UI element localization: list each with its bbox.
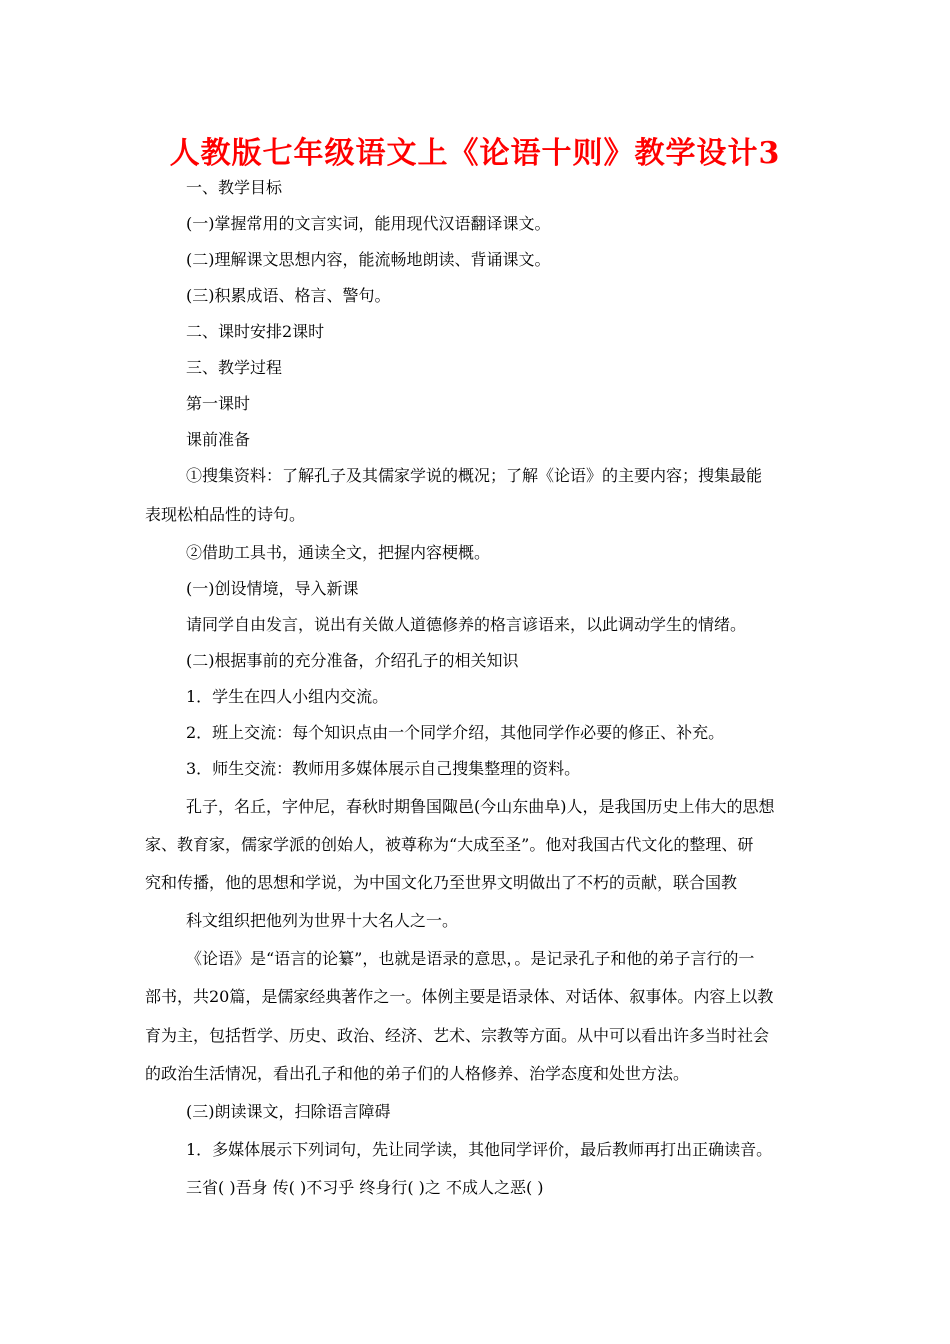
objective-1: (一)掌握常用的文言实词，能用现代汉语翻译课文。 [186,214,551,233]
paragraph-line: 孔子，名丘，字仲尼，春秋时期鲁国陬邑(今山东曲阜)人，是我国历史上伟大的思想 [186,797,775,816]
heading-objectives: 一、教学目标 [186,178,283,197]
objective-2: (二)理解课文思想内容，能流畅地朗读、背诵课文。 [186,250,551,269]
paragraph-line: 育为主，包括哲学、历史、政治、经济、艺术、宗教等方面。从中可以看出许多当时社会 [145,1026,770,1045]
exercise-line: 三省( )吾身 传( )不习乎 终身行( )之 不成人之恶( ) [186,1178,544,1197]
list-item: 2．班上交流：每个知识点由一个同学介绍，其他同学作必要的修正、补充。 [186,723,725,742]
paragraph-line: 部书，共20篇，是儒家经典著作之一。体例主要是语录体、对话体、叙事体。内容上以教 [145,987,774,1006]
list-item: 1．多媒体展示下列词句，先让同学读，其他同学评价，最后教师再打出正确读音。 [186,1140,773,1159]
paragraph-line: 家、教育家，儒家学派的创始人，被尊称为“大成至圣”。他对我国古代文化的整理、研 [145,835,754,854]
paragraph-line: 《论语》是“语言的论纂”，也就是语录的意思，。是记录孔子和他的弟子言行的一 [186,949,755,968]
list-item: 3．师生交流：教师用多媒体展示自己搜集整理的资料。 [186,759,581,778]
section-heading: (三)朗读课文，扫除语言障碍 [186,1102,391,1121]
preparation-label: 课前准备 [186,430,251,449]
paragraph-line: 究和传播，他的思想和学说，为中国文化乃至世界文明做出了不朽的贡献，联合国教 [145,873,738,892]
paragraph-line: 科文组织把他列为世界十大名人之一。 [186,911,459,930]
paragraph-line: 请同学自由发言，说出有关做人道德修养的格言谚语来，以此调动学生的情绪。 [186,615,747,634]
section-heading: (一)创设情境，导入新课 [186,579,359,598]
lesson-one-label: 第一课时 [186,394,251,413]
objective-3: (三)积累成语、格言、警句。 [186,286,391,305]
document-title: 人教版七年级语文上《论语十则》教学设计3 [169,136,781,171]
heading-schedule: 二、课时安排2课时 [186,322,325,341]
paragraph-line: 表现松柏品性的诗句。 [145,505,306,524]
list-item: 1．学生在四人小组内交流。 [186,687,389,706]
paragraph-line: ①搜集资料：了解孔子及其儒家学说的概况；了解《论语》的主要内容；搜集最能 [186,466,763,485]
section-heading: (二)根据事前的充分准备，介绍孔子的相关知识 [186,651,519,670]
paragraph-line: 的政治生活情况，看出孔子和他的弟子们的人格修养、治学态度和处世方法。 [145,1064,690,1083]
paragraph-line: ②借助工具书，通读全文，把握内容梗概。 [186,543,491,562]
heading-process: 三、教学过程 [186,358,283,377]
